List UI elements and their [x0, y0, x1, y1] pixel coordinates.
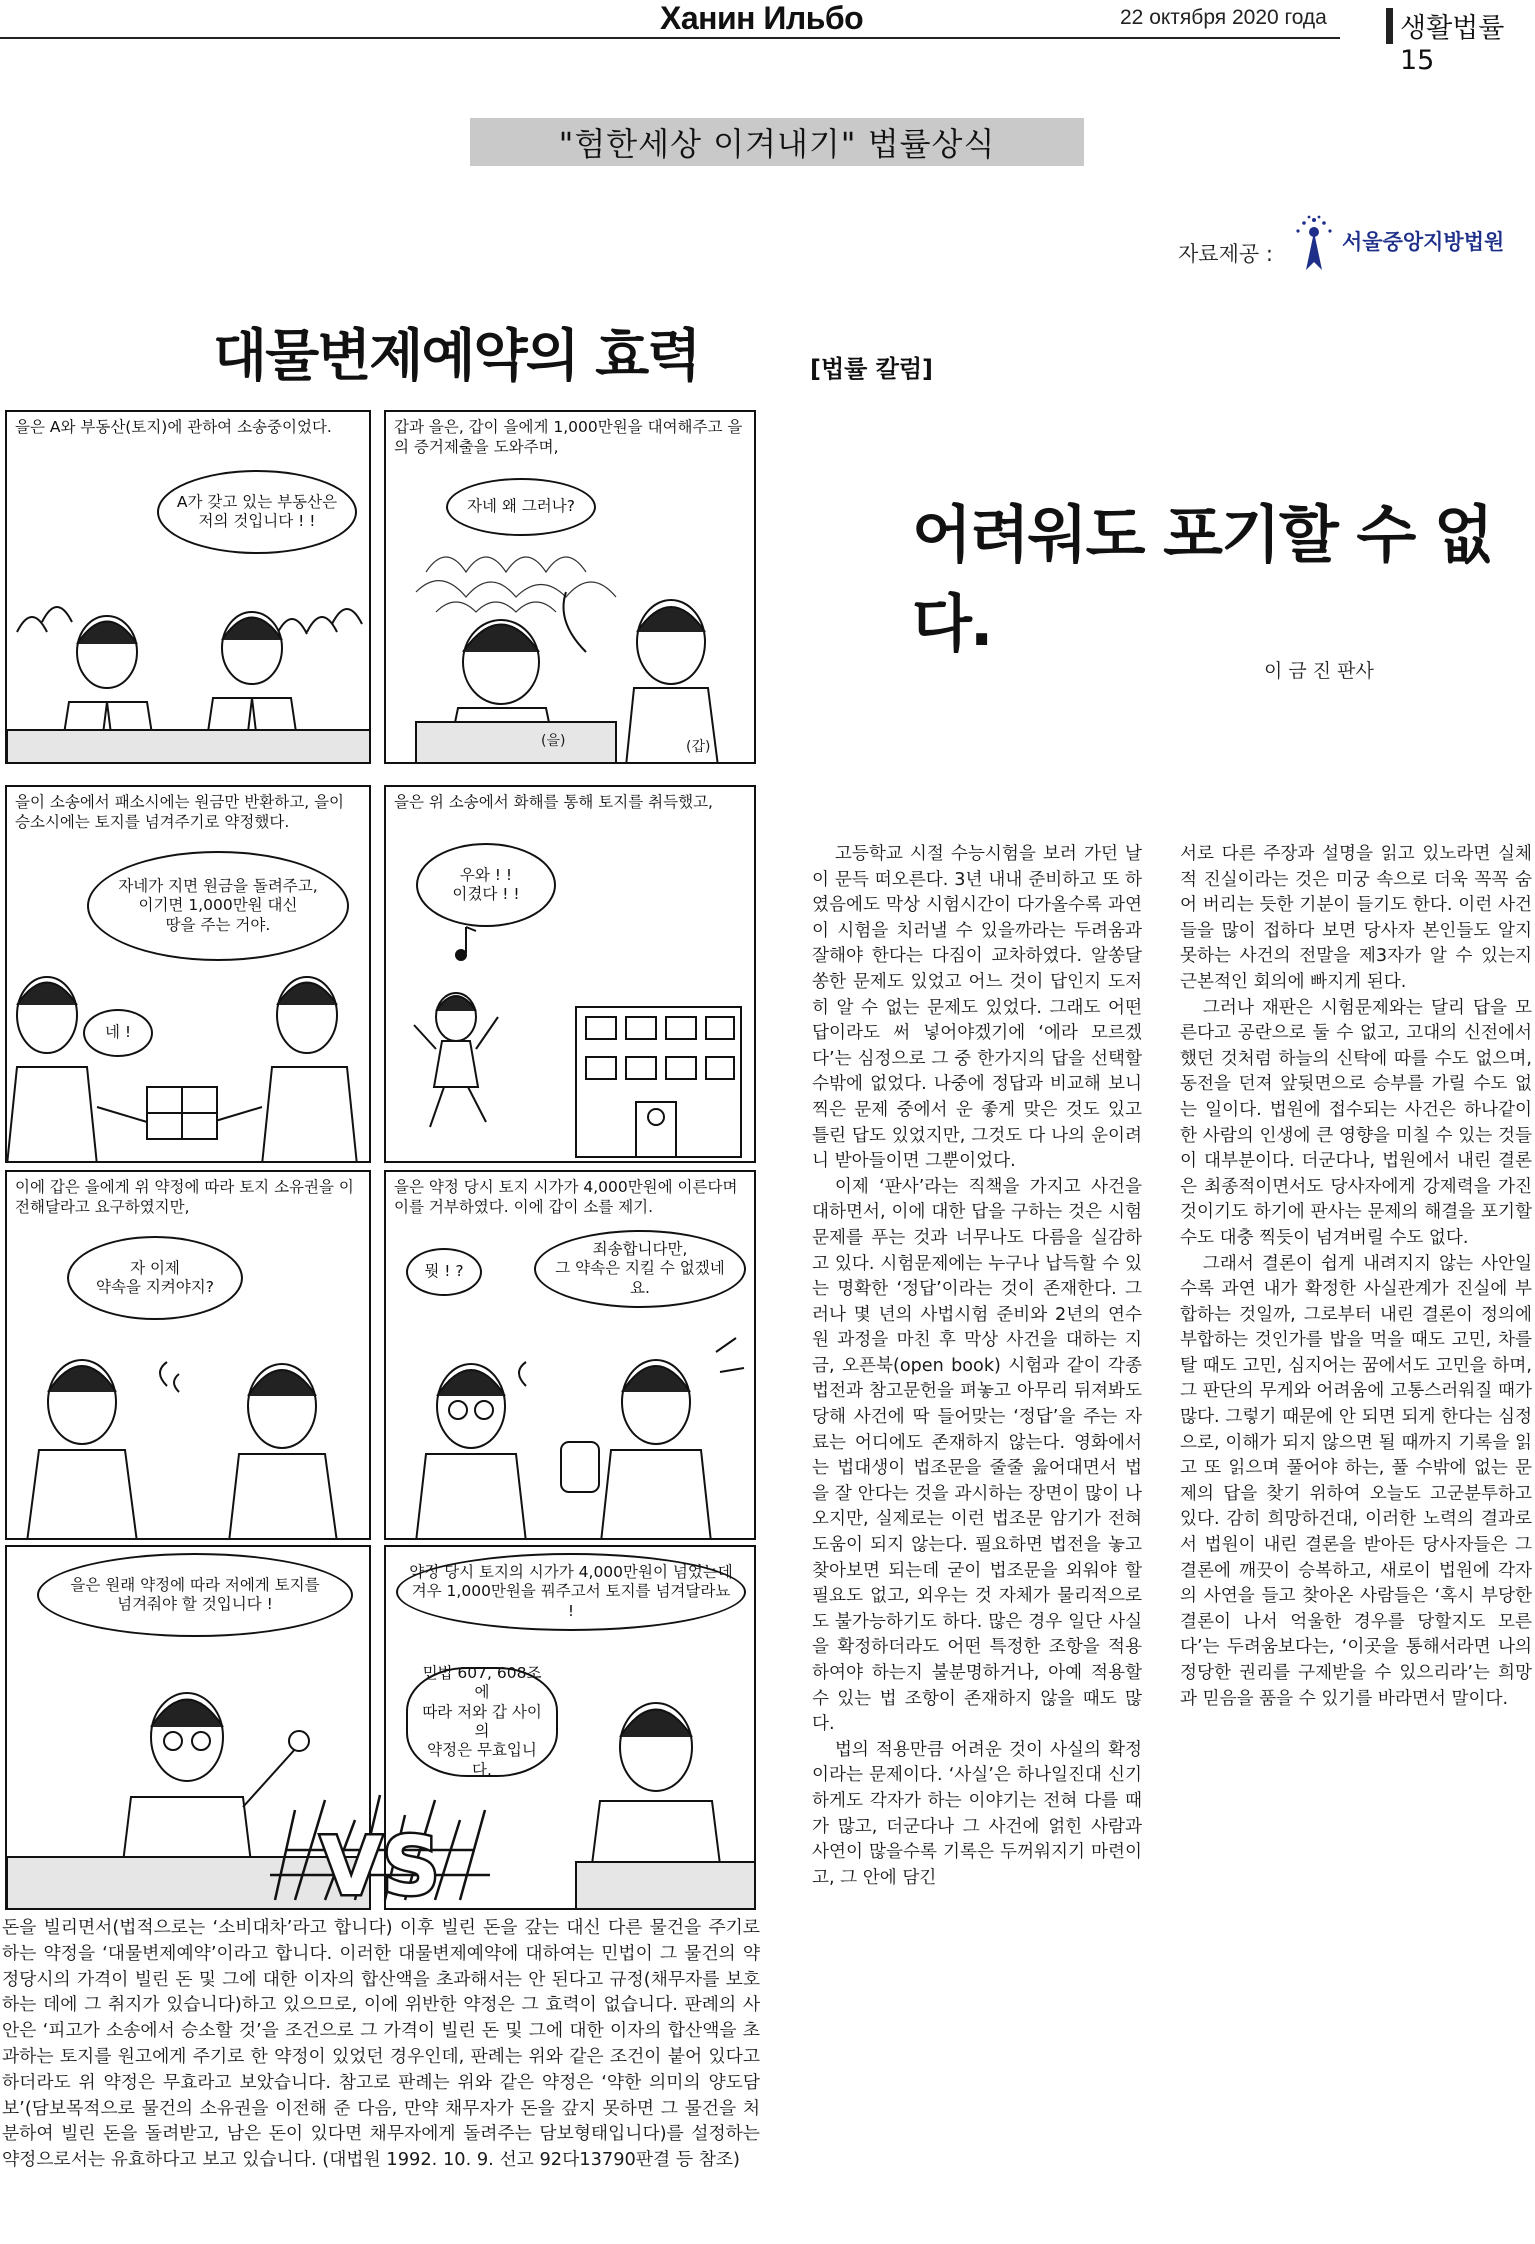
paragraph: 그래서 결론이 쉽게 내려지지 않는 사안일수록 과연 내가 확정한 사실관계가 진실에 부합하는 것일까, 그로부터 내린 결론이 정의에 부합하는 것인가를 밥을 먹을 때도 고민, 차를 탈 때도 고민, 심지어는 꿈에서도 고민을 하며, 그 판단의 무게와 어려움에 고통스러워질 때가 많다. 그렇기 때문에 안 되면 되게 한다는 심정으로, 이해가 되지 않으면 될 때까지 기록을 읽고 또 읽으며 풀어야 하는, 풀 수밖에 없는 문제의 답을 찾기 위하여 오늘도 고군분투하고 있다. 감히 희망하건대, 이러한 노력의 결과로서 법원이 내린 결론을 받아든 당사자들은 그 결론에 깨끗이 승복하고, 새로이 법원에 각자의 사연을 들고 찾아온 사람들은 ‘혹시 부당한 결론이 나서 억울한 경우를 당할지도 모른다’는 두려움보다는, ‘이곳을 통해서라면 나의 정당한 권리를 구제받을 수 있으리라’는 희망과 믿음을 품을 수 있기를 바라면서 말이다. [1180, 1253, 1532, 1709]
speech-bubble: 우와 ! ! 이겼다 ! ! [416, 843, 556, 927]
refusing-man-illustration [386, 1322, 756, 1540]
versus-text: VS [320, 1820, 440, 1910]
panel-caption: 이에 갑은 을에게 위 약정에 따라 토지 소유권을 이전해달라고 요구하였지만, [15, 1178, 354, 1216]
header-rule [0, 37, 1340, 39]
paragraph: 고등학교 시절 수능시험을 보러 가던 날이 문득 떠오른다. 3년 내내 준비하고 또 하였음에도 막상 시험시간이 다가올수록 과연 이 시험을 치러낼 수 있을까라는 두려움과 잘해야 한다는 다짐이 교차하였다. 알쏭달쏭한 문제도 있었고 어느 것이 답인지 도저히 알 수 없는 문제도 있었다. 그래도 어떤 답이라도 써 넣어야겠기에 ‘에라 모르겠다’는 심정으로 그 중 한가지의 답을 선택할 수밖에 없었다. 나중에 정답과 비교해 보니 찍은 문제 중에서 운 좋게 맞은 것도 있고 틀린 답도 있었지만, 그것도 다 나의 운이려니 받아들이면 그뿐이었다. [812, 844, 1142, 1172]
column-title: 어려워도 포기할 수 없다. [912, 498, 1492, 660]
two-men-illustration [7, 1322, 371, 1540]
speech-bubble: A가 갖고 있는 부동산은 저의 것입니다 ! ! [157, 470, 357, 554]
comic-panel-2 [384, 410, 756, 764]
speech-bubble: 약정 당시 토지의 시가가 4,000만원이 넘었는데 겨우 1,000만원을 꿔주고서 토지를 넘겨달라뇨 ! [396, 1553, 746, 1631]
speech-bubble: 죄송합니다만, 그 약속은 지킬 수 없겠네요. [534, 1230, 746, 1308]
cartoon-title: 대물변제예약의 효력 [213, 324, 700, 389]
publication-date: 22 октября 2020 года [1120, 6, 1327, 29]
series-banner-text: "험한세상 이겨내기" 법률상식 [558, 125, 996, 163]
courtroom-figures-illustration [7, 552, 371, 764]
worried-man-illustration [386, 532, 756, 764]
column-text-2 [1180, 842, 1532, 1712]
column-text-1 [812, 842, 1142, 1891]
court-name: 서울중앙지방법원 [1342, 230, 1505, 254]
cartoon-explanation [2, 1915, 760, 2173]
panel-caption: 을은 약정 당시 토지 시가가 4,000만원에 이른다며 이를 거부하였다. 이에 갑이 소를 제기. [394, 1178, 738, 1216]
court-emblem-icon [1293, 212, 1335, 274]
comic-panel-5 [5, 1170, 371, 1540]
column-author: 이 금 진 판사 [1264, 660, 1374, 682]
speech-bubble: 자네가 지면 원금을 돌려주고, 이기면 1,000만원 대신 땅을 주는 거야. [87, 851, 349, 961]
speech-bubble: 민법 607, 608조에 따라 저와 갑 사이의 약정은 무효입니다. [406, 1667, 558, 1777]
versus-mark [255, 1790, 505, 1910]
speech-bubble: 뭣 ! ? [406, 1248, 482, 1296]
speech-bubble: 자네 왜 그러나? [446, 478, 596, 536]
character-tag: (을) [541, 733, 566, 749]
comic-panel-4 [384, 785, 756, 1163]
character-tag: (갑) [686, 739, 711, 755]
paragraph: 서로 다른 주장과 설명을 읽고 있노라면 실체적 진실이라는 것은 미궁 속으로 더욱 꼭꼭 숨어 버리는 듯한 기분이 들기도 한다. 이런 사건들을 많이 접하다 보면 당사자 본인들도 알지 못하는 사건의 전말을 제3자가 알 수 있는지 근본적인 회의에 빠지게 된다. [1180, 844, 1532, 992]
series-banner [470, 118, 1084, 166]
source-label: 자료제공 : [1178, 242, 1273, 266]
comic-panel-6 [384, 1170, 756, 1540]
speech-bubble: 자 이제 약속을 지켜야지? [67, 1236, 243, 1320]
panel-caption: 을은 위 소송에서 화해를 통해 토지를 취득했고, [394, 793, 713, 811]
panel-caption: 을이 소송에서 패소시에는 원금만 반환하고, 을이 승소시에는 토지를 넘겨주기로 약정했다. [15, 793, 345, 831]
panel-caption: 갑과 을은, 갑이 을에게 1,000만원을 대여해주고 을의 증거제출을 도와주며, [394, 418, 743, 456]
section-marker [1386, 8, 1393, 44]
paragraph: 법의 적용만큼 어려운 것이 사실의 확정이라는 문제이다. ‘사실’은 하나일진대 신기하게도 각자가 하는 이야기는 전혀 다를 때가 많고, 더군다나 그 사건에 얽힌 사람과 사연이 많을수록 기록은 두꺼워지기 마련이고, 그 안에 담긴 [812, 1739, 1142, 1888]
paragraph: 이제 ‘판사’라는 직책을 가지고 사건을 대하면서, 이에 대한 답을 구하는 것은 시험문제를 푸는 것과 너무나도 다름을 실감하고 있다. 시험문제에는 누구나 납득할 수 있는 명확한 ‘정답’이라는 것이 존재한다. 그러나 몇 년의 사법시험 준비와 2년의 연수원 과정을 마친 후 막상 사건을 대하는 지금, 오픈북(open book) 시험과 같이 각종 법전과 참고문헌을 펴놓고 아무리 뒤져봐도 당해 사건에 딱 들어맞는 ‘정답’을 주는 자료는 어디에도 존재하지 않는다. 영화에서는 법대생이 법조문을 줄줄 읊어대면서 법을 잘 안다는 것을 과시하는 장면이 많이 나오지만, 실제로는 이런 법조문 암기가 전혀 도움이 되지 않는다. 필요하면 법전을 놓고 찾아보면 되는데 굳이 법조문을 외워야 할 필요도 없고, 외우는 것 자체가 물리적으로도 불가능하기도 하다. 많은 경우 일단 사실을 확정하더라도 어떤 특정한 조항을 적용하여야 하는지 불분명하거나, 아예 적용할 수 있는 법 조항이 존재하지 않을 때도 많다. [812, 1176, 1142, 1735]
speech-bubble: 을은 원래 약정에 따라 저에게 토지를 넘겨줘야 할 것입니다 ! [37, 1553, 353, 1637]
paragraph: 돈을 빌리면서(법적으로는 ‘소비대차’라고 합니다) 이후 빌린 돈을 갚는 대신 다른 물건을 주기로 하는 약정을 ‘대물변제예약’이라고 합니다. 이러한 대물변제예약에 대하여는 민법이 그 물건의 약정당시의 가격이 빌린 돈 및 그에 대한 이자의 합산액을 초과해서는 안 된다고 규정(채무자를 보호하는 데에 그 취지가 있습니다)하고 있으므로, 이에 위반한 약정은 그 효력이 없습니다. 판례의 사안은 ‘피고가 소송에서 승소할 것’을 조건으로 그 가격이 빌린 돈 및 그에 대한 이자의 합산액을 초과하는 토지를 원고에게 주기로 한 약정이 있었던 경우인데, 판례는 위와 같은 조건이 붙어 있다고 하더라도 위 약정은 무효라고 보았습니다. 참고로 판례는 위와 같은 약정은 ‘약한 의미의 양도담보’(담보목적으로 물건의 소유권을 이전해 준 다음, 만약 채무자가 돈을 갚지 못하면 그 물건을 처분하여 빌린 돈을 돌려받고, 남은 돈이 있다면 채무자에게 돌려주는 담보형태입니다)를 설정하는 약정으로서는 유효하다고 보고 있습니다. (대법원 1992. 10. 9. 선고 92다13790판결 등 참조) [2, 1917, 760, 2171]
paragraph: 그러나 재판은 시험문제와는 달리 답을 모른다고 공란으로 둘 수 없고, 고대의 신전에서 했던 것처럼 하늘의 신탁에 따를 수도 없으며, 동전을 던져 앞뒷면으로 승부를 가릴 수도 없는 일이다. 법원에 접수되는 사건은 하나같이 한 사람의 인생에 큰 영향을 미칠 수 있는 것들이 대부분이다. 더군다나, 법원에서 내린 결론은 최종적이면서도 당사자에게 강제력을 가진 것이기도 하기에 판사는 문제의 해결을 포기할 수도 대충 찍듯이 넘겨버릴 수도 없다. [1180, 997, 1532, 1248]
column-label: [법률 칼럼] [810, 355, 934, 383]
panel-caption: 을은 A와 부동산(토지)에 관하여 소송중이었다. [15, 418, 332, 436]
comic-panel-3 [5, 785, 371, 1163]
celebrating-man-and-building-illustration [386, 917, 756, 1163]
section-title: 생활법률 15 [1400, 13, 1505, 76]
masthead: Ханин Ильбо [660, 0, 864, 36]
comic-panel-1 [5, 410, 371, 764]
speech-bubble: 네 ! [83, 1009, 153, 1057]
handshake-illustration [7, 957, 371, 1163]
